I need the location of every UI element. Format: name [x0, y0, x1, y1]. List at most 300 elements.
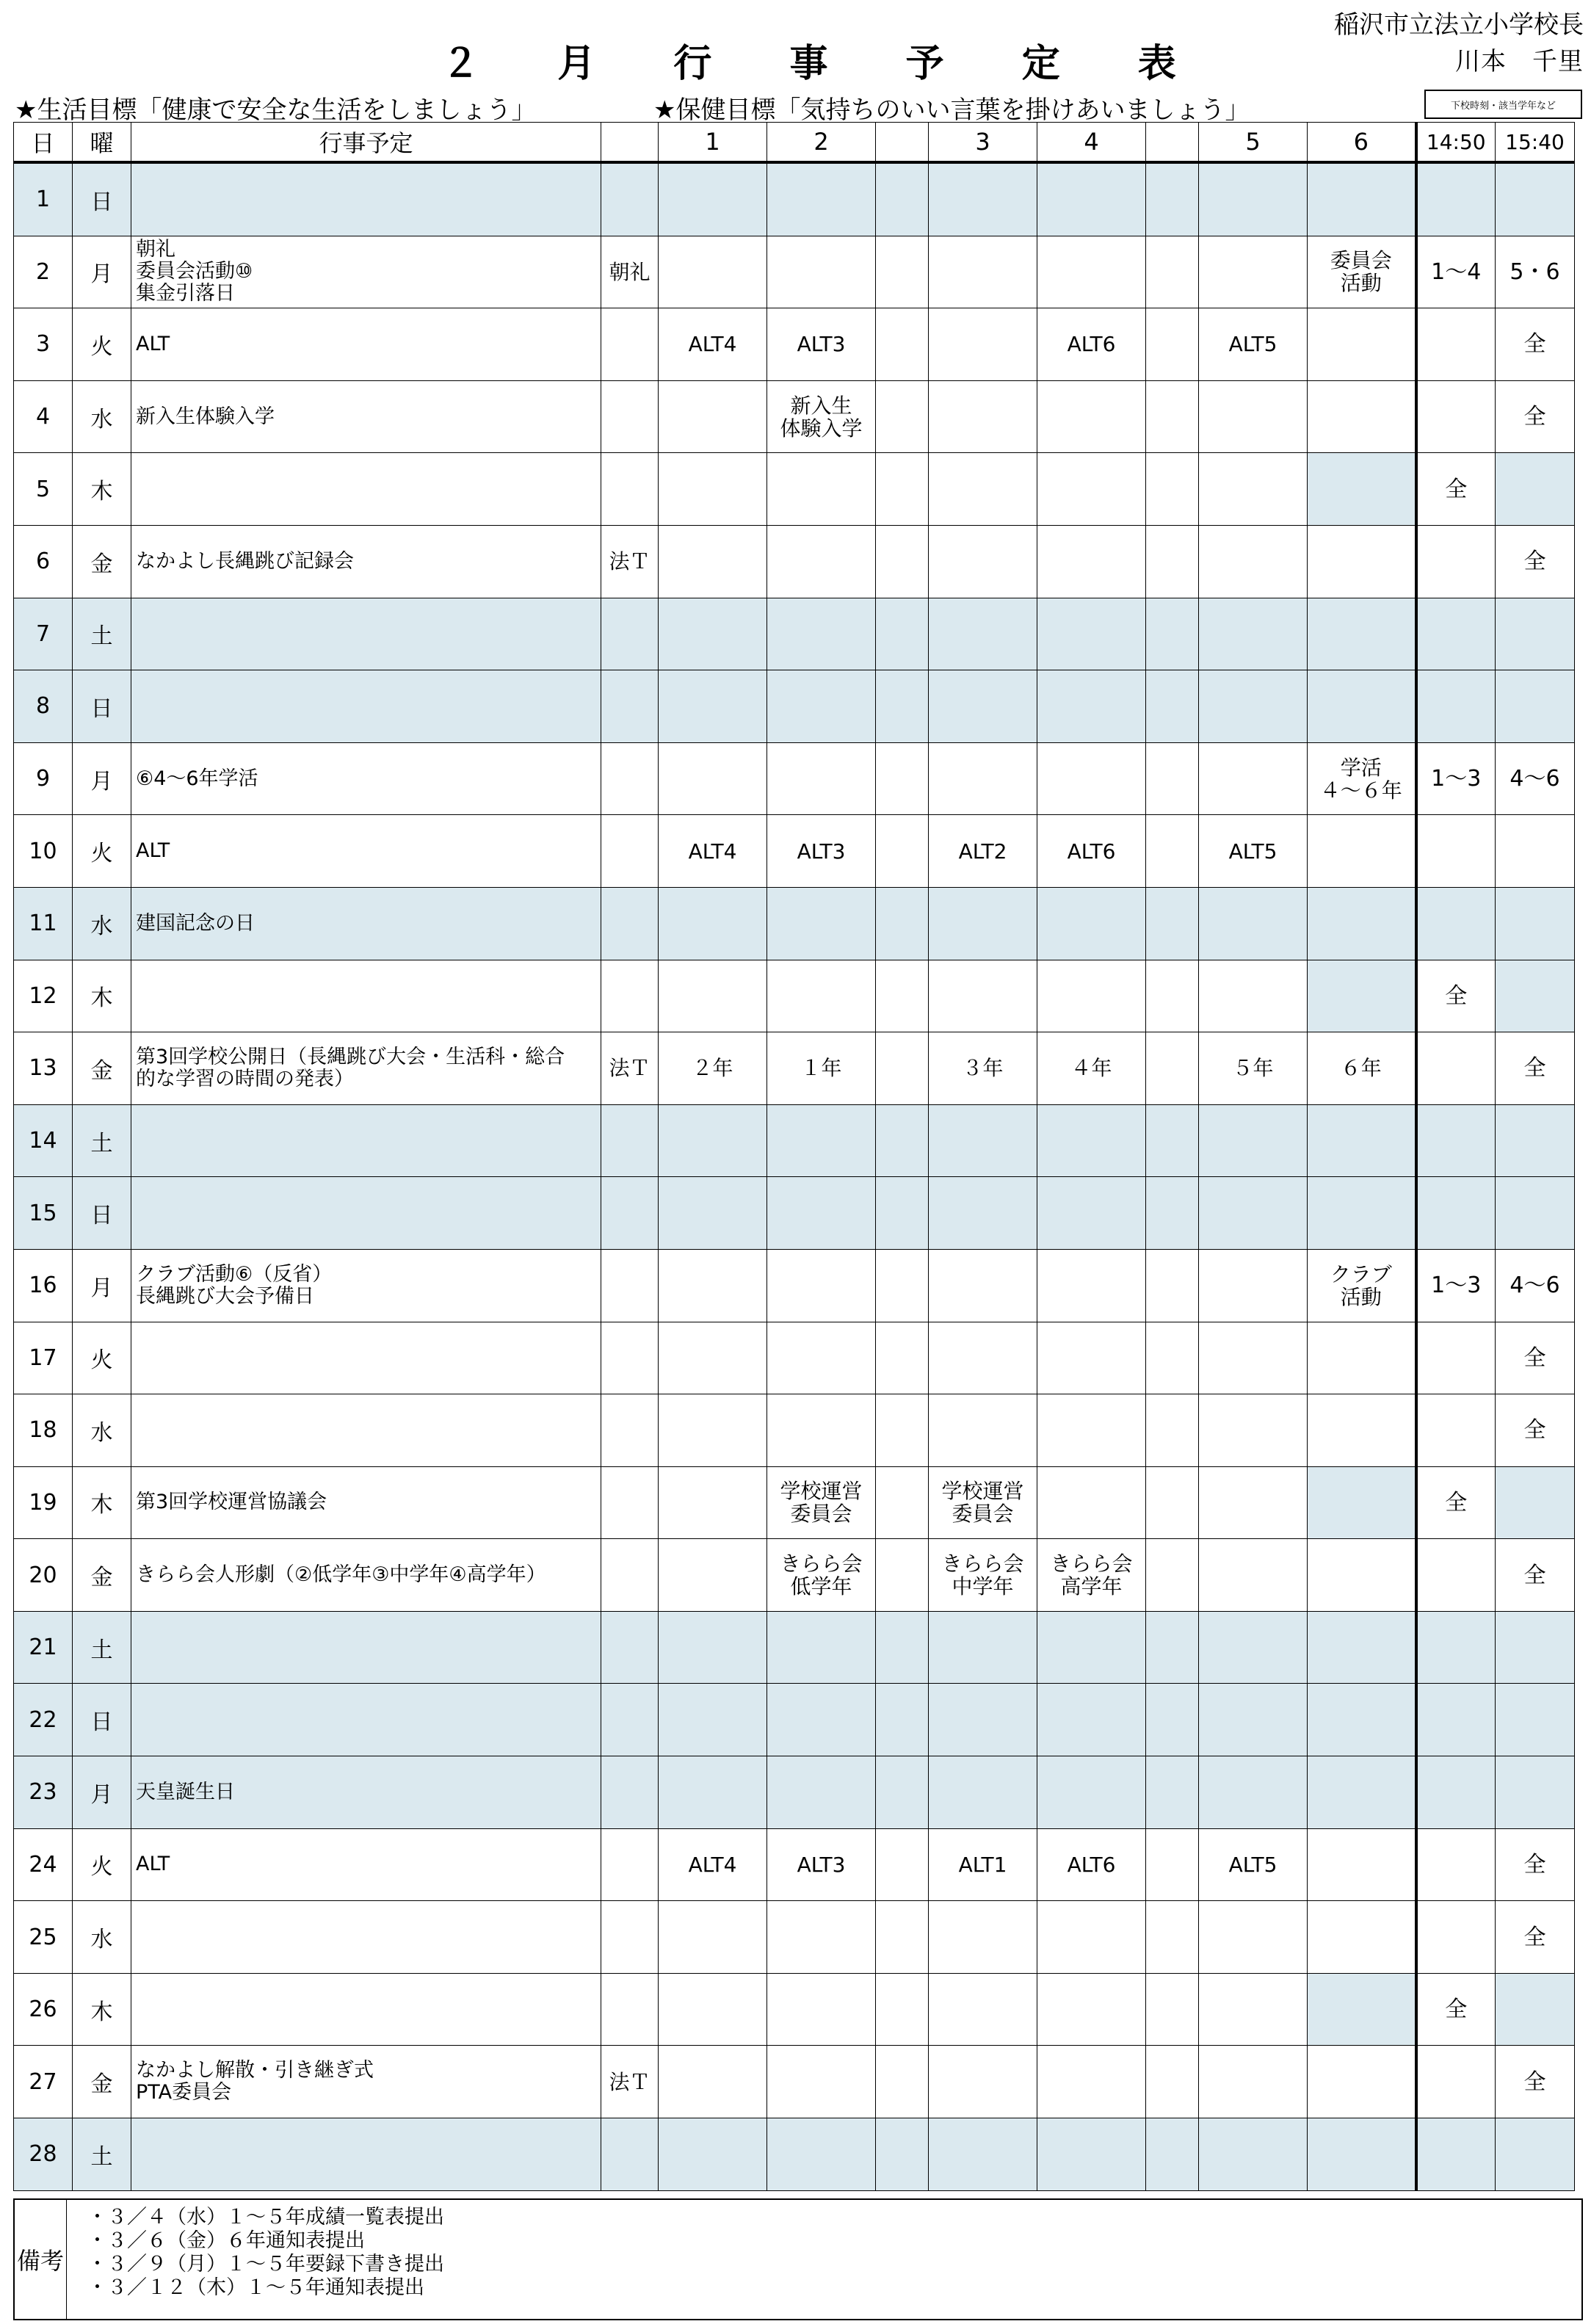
row-grade-5 [1199, 1611, 1308, 1684]
table-row [14, 1756, 1575, 1829]
remark-item: ・３／１２（木）１～５年通知表提出 [87, 2276, 424, 2299]
row-dow: 木 [73, 960, 131, 1032]
row-blank-a [876, 162, 929, 236]
row-grade-1 [659, 1322, 767, 1394]
table-row [14, 1322, 1575, 1394]
row-grade-6: クラブ 活動 [1308, 1249, 1416, 1322]
row-time-1450 [1416, 887, 1496, 960]
col-dow: 曜 [73, 123, 131, 163]
row-extra [601, 598, 659, 670]
row-grade-3 [929, 887, 1037, 960]
row-time-1540 [1496, 1684, 1575, 1756]
row-event [131, 670, 601, 743]
col-event: 行事予定 [131, 123, 601, 163]
row-time-1540: 全 [1496, 1394, 1575, 1467]
row-blank-a [876, 670, 929, 743]
row-grade-2 [767, 1756, 876, 1829]
row-event: 新入生体験入学 [131, 380, 601, 453]
row-time-1540 [1496, 815, 1575, 888]
row-day: 8 [14, 670, 73, 743]
table-row [14, 1611, 1575, 1684]
row-blank-b [1146, 308, 1199, 381]
row-grade-4: ALT6 [1037, 815, 1146, 888]
row-grade-4 [1037, 1756, 1146, 1829]
row-grade-2: 学校運営 委員会 [767, 1466, 876, 1539]
row-grade-6 [1308, 1684, 1416, 1756]
row-dow: 木 [73, 1466, 131, 1539]
row-grade-3 [929, 2046, 1037, 2118]
table-row [14, 1684, 1575, 1756]
row-day: 23 [14, 1756, 73, 1829]
row-event: ⑥4～6年学活 [131, 742, 601, 815]
row-grade-1 [659, 453, 767, 526]
row-event: 第3回学校運営協議会 [131, 1466, 601, 1539]
row-event: 天皇誕生日 [131, 1756, 601, 1829]
row-time-1540 [1496, 960, 1575, 1032]
row-dow: 土 [73, 598, 131, 670]
row-grade-1 [659, 380, 767, 453]
col-grade-5: 5 [1199, 123, 1308, 163]
row-day: 1 [14, 162, 73, 236]
row-day: 10 [14, 815, 73, 888]
row-grade-1 [659, 1611, 767, 1684]
row-grade-6 [1308, 1611, 1416, 1684]
row-grade-4 [1037, 1249, 1146, 1322]
row-grade-5 [1199, 1684, 1308, 1756]
row-event [131, 162, 601, 236]
row-grade-1 [659, 1973, 767, 2046]
row-grade-6 [1308, 1828, 1416, 1901]
row-time-1450 [1416, 1901, 1496, 1974]
row-grade-3: ALT1 [929, 1828, 1037, 1901]
row-extra [601, 887, 659, 960]
row-blank-a [876, 525, 929, 598]
row-dow: 金 [73, 525, 131, 598]
row-time-1450 [1416, 162, 1496, 236]
row-grade-5 [1199, 162, 1308, 236]
row-grade-6 [1308, 2046, 1416, 2118]
row-blank-b [1146, 1901, 1199, 1974]
row-grade-4 [1037, 960, 1146, 1032]
row-grade-2 [767, 162, 876, 236]
row-dow: 金 [73, 1032, 131, 1105]
row-grade-1: ALT4 [659, 1828, 767, 1901]
row-grade-5 [1199, 1973, 1308, 2046]
col-blank-a [876, 123, 929, 163]
row-grade-2: 新入生 体験入学 [767, 380, 876, 453]
row-extra [601, 1249, 659, 1322]
row-grade-6 [1308, 1973, 1416, 2046]
row-time-1450 [1416, 1611, 1496, 1684]
row-grade-4: ４年 [1037, 1032, 1146, 1105]
remark-item: ・３／４（水）１～５年成績一覧表提出 [87, 2206, 444, 2229]
row-grade-6 [1308, 2118, 1416, 2191]
remark-item: ・３／９（月）１～５年要録下書き提出 [87, 2253, 444, 2276]
row-grade-2 [767, 1322, 876, 1394]
row-time-1540: 5・6 [1496, 236, 1575, 308]
row-blank-a [876, 1394, 929, 1467]
row-grade-6 [1308, 670, 1416, 743]
row-dow: 火 [73, 1322, 131, 1394]
row-grade-5 [1199, 453, 1308, 526]
row-dow: 木 [73, 1973, 131, 2046]
row-blank-a [876, 2046, 929, 2118]
row-grade-1 [659, 2118, 767, 2191]
row-extra [601, 1322, 659, 1394]
row-grade-4 [1037, 1466, 1146, 1539]
row-event [131, 1394, 601, 1467]
row-extra [601, 1177, 659, 1250]
row-grade-3: ALT2 [929, 815, 1037, 888]
row-grade-4 [1037, 1901, 1146, 1974]
table-row [14, 1466, 1575, 1539]
col-grade-6: 6 [1308, 123, 1416, 163]
row-grade-5 [1199, 598, 1308, 670]
row-grade-2: きらら会 低学年 [767, 1539, 876, 1612]
row-event [131, 453, 601, 526]
row-grade-1 [659, 1901, 767, 1974]
row-day: 21 [14, 1611, 73, 1684]
row-grade-3: 学校運営 委員会 [929, 1466, 1037, 1539]
row-day: 11 [14, 887, 73, 960]
row-extra [601, 1104, 659, 1177]
row-time-1540 [1496, 453, 1575, 526]
row-grade-5 [1199, 2118, 1308, 2191]
table-row [14, 960, 1575, 1032]
principal-name: 川本 千里 [1455, 47, 1584, 76]
row-grade-3 [929, 1394, 1037, 1467]
row-extra [601, 1539, 659, 1612]
row-time-1540: 全 [1496, 2046, 1575, 2118]
header-row [14, 123, 1575, 163]
row-grade-6: ６年 [1308, 1032, 1416, 1105]
row-blank-a [876, 1177, 929, 1250]
row-event: 建国記念の日 [131, 887, 601, 960]
row-blank-b [1146, 2118, 1199, 2191]
row-grade-1 [659, 1539, 767, 1612]
row-grade-4 [1037, 1322, 1146, 1394]
row-day: 20 [14, 1539, 73, 1612]
row-day: 9 [14, 742, 73, 815]
row-event [131, 2118, 601, 2191]
row-grade-2 [767, 1684, 876, 1756]
row-grade-6 [1308, 308, 1416, 381]
row-time-1450 [1416, 1394, 1496, 1467]
row-grade-4: ALT6 [1037, 1828, 1146, 1901]
row-event [131, 1177, 601, 1250]
row-grade-1 [659, 1684, 767, 1756]
row-dow: 日 [73, 162, 131, 236]
row-grade-5: ALT5 [1199, 1828, 1308, 1901]
row-time-1540 [1496, 1104, 1575, 1177]
row-blank-b [1146, 887, 1199, 960]
row-event [131, 1611, 601, 1684]
row-day: 28 [14, 2118, 73, 2191]
row-blank-b [1146, 525, 1199, 598]
row-grade-1 [659, 236, 767, 308]
table-row [14, 162, 1575, 236]
row-grade-2 [767, 1104, 876, 1177]
row-dow: 金 [73, 1539, 131, 1612]
row-time-1450 [1416, 1104, 1496, 1177]
row-dow: 水 [73, 887, 131, 960]
row-grade-2 [767, 1901, 876, 1974]
row-blank-b [1146, 598, 1199, 670]
table-row [14, 1901, 1575, 1974]
col-blank-b [1146, 123, 1199, 163]
row-dow: 日 [73, 1177, 131, 1250]
remark-item: ・３／６（金）６年通知表提出 [87, 2229, 365, 2252]
row-dow: 金 [73, 2046, 131, 2118]
row-grade-5 [1199, 1756, 1308, 1829]
row-blank-b [1146, 380, 1199, 453]
row-extra [601, 742, 659, 815]
row-grade-4: きらら会 高学年 [1037, 1539, 1146, 1612]
row-time-1540 [1496, 598, 1575, 670]
row-time-1450: 全 [1416, 1466, 1496, 1539]
row-dow: 水 [73, 380, 131, 453]
row-grade-2: ALT3 [767, 1828, 876, 1901]
row-grade-3 [929, 1249, 1037, 1322]
row-day: 6 [14, 525, 73, 598]
row-blank-a [876, 380, 929, 453]
row-grade-5: ALT5 [1199, 308, 1308, 381]
row-grade-3 [929, 960, 1037, 1032]
row-grade-2 [767, 1249, 876, 1322]
row-grade-2 [767, 453, 876, 526]
row-blank-b [1146, 1684, 1199, 1756]
row-grade-1 [659, 960, 767, 1032]
row-grade-1 [659, 1177, 767, 1250]
row-event: なかよし解散・引き継ぎ式 PTA委員会 [131, 2046, 601, 2118]
row-grade-4 [1037, 1684, 1146, 1756]
row-blank-a [876, 1322, 929, 1394]
row-time-1450 [1416, 1322, 1496, 1394]
row-dow: 土 [73, 1104, 131, 1177]
table-row [14, 815, 1575, 888]
row-day: 19 [14, 1466, 73, 1539]
row-grade-6 [1308, 960, 1416, 1032]
row-blank-a [876, 1973, 929, 2046]
row-extra [601, 1973, 659, 2046]
row-grade-4 [1037, 1394, 1146, 1467]
row-grade-5 [1199, 1539, 1308, 1612]
row-time-1450 [1416, 2046, 1496, 2118]
row-grade-5 [1199, 2046, 1308, 2118]
row-blank-b [1146, 236, 1199, 308]
row-blank-a [876, 960, 929, 1032]
row-grade-3: ３年 [929, 1032, 1037, 1105]
row-grade-1 [659, 742, 767, 815]
row-blank-b [1146, 742, 1199, 815]
row-day: 2 [14, 236, 73, 308]
row-blank-a [876, 1756, 929, 1829]
row-event [131, 1901, 601, 1974]
row-grade-4 [1037, 2046, 1146, 2118]
row-grade-5: ５年 [1199, 1032, 1308, 1105]
row-event: ALT [131, 308, 601, 381]
row-blank-a [876, 236, 929, 308]
row-dow: 水 [73, 1394, 131, 1467]
row-dow: 日 [73, 1684, 131, 1756]
row-blank-a [876, 1611, 929, 1684]
row-event: 第3回学校公開日（長縄跳び大会・生活科・総合 的な学習の時間の発表） [131, 1032, 601, 1105]
row-grade-2 [767, 742, 876, 815]
row-blank-b [1146, 1756, 1199, 1829]
row-time-1450 [1416, 815, 1496, 888]
row-blank-a [876, 1466, 929, 1539]
row-blank-b [1146, 1104, 1199, 1177]
row-time-1450 [1416, 308, 1496, 381]
row-event [131, 1104, 601, 1177]
row-blank-b [1146, 162, 1199, 236]
row-blank-b [1146, 453, 1199, 526]
row-blank-b [1146, 960, 1199, 1032]
row-time-1540 [1496, 1611, 1575, 1684]
row-grade-6 [1308, 815, 1416, 888]
row-event [131, 598, 601, 670]
row-dow: 日 [73, 670, 131, 743]
row-grade-3 [929, 1322, 1037, 1394]
row-blank-a [876, 1901, 929, 1974]
table-row [14, 1394, 1575, 1467]
row-grade-6 [1308, 1539, 1416, 1612]
row-grade-1 [659, 1249, 767, 1322]
health-goal: ★保健目標「気持ちのいい言葉を掛けあいましょう」 [653, 95, 1250, 125]
row-grade-6 [1308, 1756, 1416, 1829]
row-grade-6 [1308, 380, 1416, 453]
row-blank-a [876, 598, 929, 670]
row-blank-a [876, 1828, 929, 1901]
row-blank-a [876, 2118, 929, 2191]
row-extra: 朝礼 [601, 236, 659, 308]
row-event: 朝礼 委員会活動⑩ 集金引落日 [131, 236, 601, 308]
row-event: きらら会人形劇（②低学年③中学年④高学年） [131, 1539, 601, 1612]
row-extra [601, 1684, 659, 1756]
row-grade-2 [767, 1611, 876, 1684]
remarks-label: 備考 [15, 2200, 67, 2319]
row-grade-6 [1308, 1394, 1416, 1467]
row-extra: 法Ｔ [601, 525, 659, 598]
row-day: 5 [14, 453, 73, 526]
table-row [14, 1973, 1575, 2046]
table-row [14, 598, 1575, 670]
row-grade-5 [1199, 960, 1308, 1032]
row-time-1540: 全 [1496, 1828, 1575, 1901]
row-grade-1 [659, 2046, 767, 2118]
row-day: 16 [14, 1249, 73, 1322]
row-day: 14 [14, 1104, 73, 1177]
row-dow: 火 [73, 308, 131, 381]
row-grade-1: ２年 [659, 1032, 767, 1105]
row-grade-5 [1199, 525, 1308, 598]
row-grade-6 [1308, 1104, 1416, 1177]
row-day: 17 [14, 1322, 73, 1394]
row-grade-3: きらら会 中学年 [929, 1539, 1037, 1612]
row-grade-2 [767, 2118, 876, 2191]
row-extra [601, 1466, 659, 1539]
row-time-1540: 4～6 [1496, 742, 1575, 815]
row-time-1540 [1496, 1756, 1575, 1829]
row-blank-a [876, 887, 929, 960]
row-day: 12 [14, 960, 73, 1032]
table-row [14, 1828, 1575, 1901]
row-time-1450 [1416, 1539, 1496, 1612]
row-grade-3 [929, 1684, 1037, 1756]
row-grade-5 [1199, 1322, 1308, 1394]
row-grade-5 [1199, 1901, 1308, 1974]
row-grade-1 [659, 670, 767, 743]
remarks-list [67, 2200, 444, 2319]
row-grade-4 [1037, 525, 1146, 598]
row-grade-6 [1308, 525, 1416, 598]
row-grade-1 [659, 525, 767, 598]
row-grade-3 [929, 308, 1037, 381]
row-time-1450: 1～3 [1416, 1249, 1496, 1322]
row-grade-3 [929, 236, 1037, 308]
row-blank-b [1146, 1539, 1199, 1612]
col-grade-3: 3 [929, 123, 1037, 163]
row-time-1540 [1496, 670, 1575, 743]
row-grade-3 [929, 2118, 1037, 2191]
row-grade-5 [1199, 887, 1308, 960]
row-grade-2 [767, 960, 876, 1032]
row-time-1450 [1416, 1032, 1496, 1105]
row-dow: 水 [73, 1901, 131, 1974]
col-grade-2: 2 [767, 123, 876, 163]
row-grade-4 [1037, 2118, 1146, 2191]
row-dow: 火 [73, 815, 131, 888]
row-time-1450 [1416, 380, 1496, 453]
row-blank-a [876, 1032, 929, 1105]
row-grade-4 [1037, 887, 1146, 960]
row-event: クラブ活動⑥（反省） 長縄跳び大会予備日 [131, 1249, 601, 1322]
row-grade-6 [1308, 453, 1416, 526]
row-time-1540: 全 [1496, 308, 1575, 381]
row-time-1540: 全 [1496, 1032, 1575, 1105]
row-time-1450 [1416, 525, 1496, 598]
row-day: 22 [14, 1684, 73, 1756]
table-row [14, 670, 1575, 743]
table-row [14, 1104, 1575, 1177]
row-grade-5 [1199, 380, 1308, 453]
row-time-1540: 全 [1496, 1322, 1575, 1394]
row-grade-2: ALT3 [767, 308, 876, 381]
row-grade-5 [1199, 1394, 1308, 1467]
row-blank-a [876, 815, 929, 888]
table-row [14, 1177, 1575, 1250]
row-blank-b [1146, 1828, 1199, 1901]
row-blank-b [1146, 1611, 1199, 1684]
row-blank-a [876, 1104, 929, 1177]
row-grade-5 [1199, 1177, 1308, 1250]
row-event [131, 1973, 601, 2046]
row-grade-6: 委員会 活動 [1308, 236, 1416, 308]
row-extra [601, 670, 659, 743]
row-grade-5 [1199, 1104, 1308, 1177]
row-grade-3 [929, 1756, 1037, 1829]
row-grade-1 [659, 1104, 767, 1177]
table-row [14, 453, 1575, 526]
row-day: 3 [14, 308, 73, 381]
row-grade-2 [767, 1973, 876, 2046]
row-event [131, 1322, 601, 1394]
row-blank-b [1146, 1249, 1199, 1322]
row-time-1540 [1496, 1466, 1575, 1539]
row-blank-b [1146, 1322, 1199, 1394]
row-grade-4 [1037, 162, 1146, 236]
row-grade-3 [929, 1973, 1037, 2046]
